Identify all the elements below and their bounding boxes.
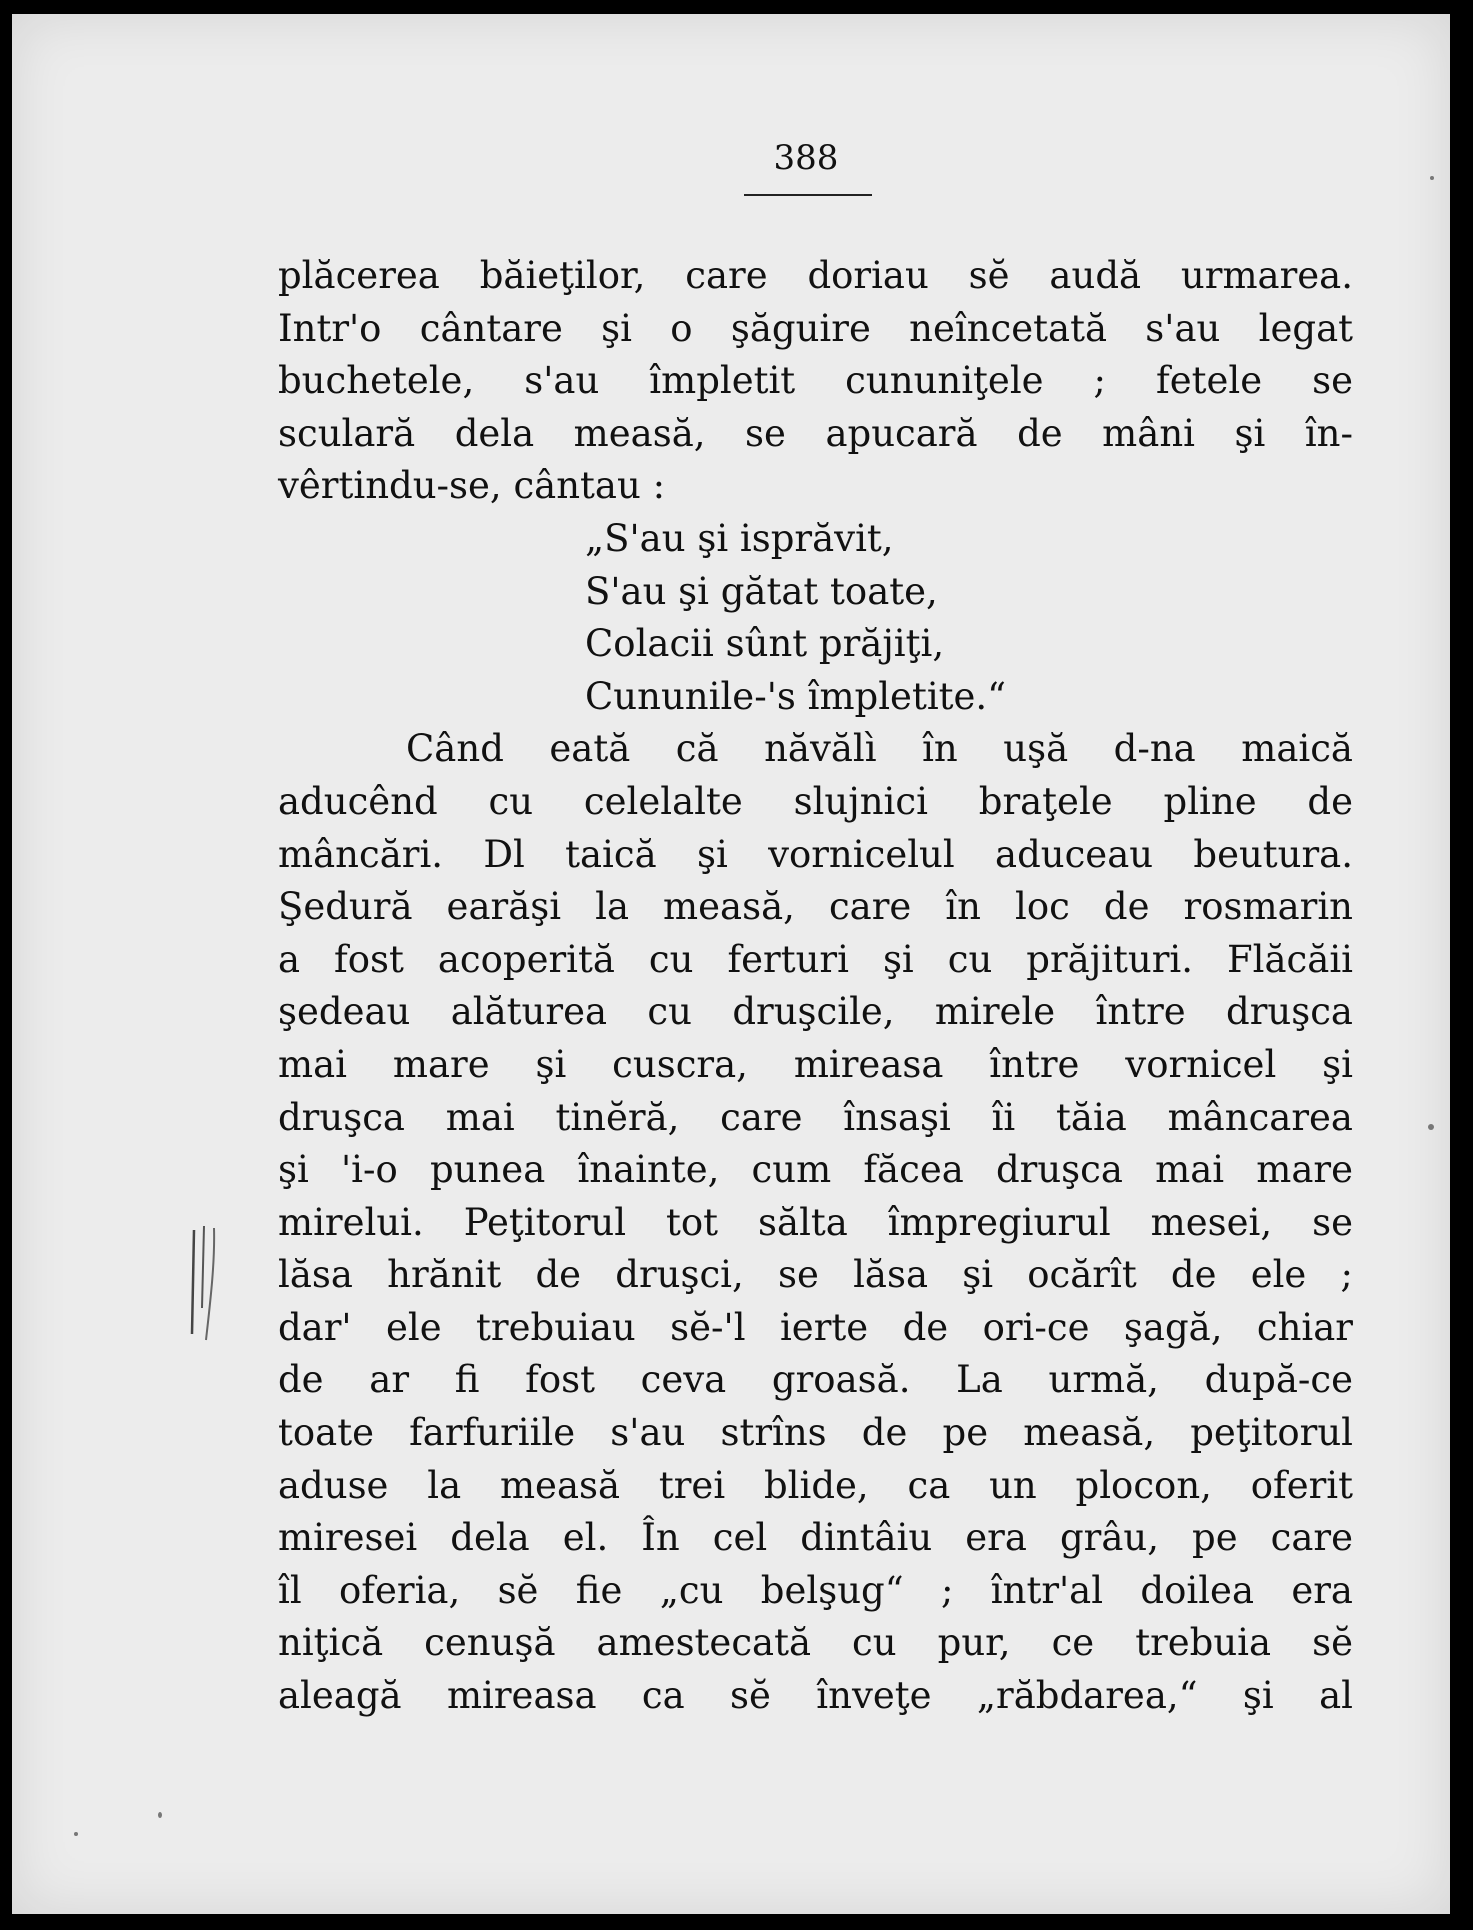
verse-line: „S'au şi isprăvit,: [585, 516, 894, 560]
verse-line: S'au şi gătat toate,: [585, 569, 938, 613]
paragraph-first-line: Când eată că năvălì în uşă d-na maică: [406, 727, 1353, 771]
verse-line: Colacii sûnt prăjiţi,: [585, 622, 945, 666]
text-line: druşca mai tinĕră, care însaşi îi tăia mâncarea: [278, 1095, 1353, 1139]
text-line: Şedură earăşi la measă, care în loc de rosmarin: [278, 885, 1353, 929]
text-line: sculară dela measă, se apucară de mâni şi în-: [278, 411, 1353, 455]
margin-pencil-mark: [188, 1224, 222, 1344]
text-line: îl oferia, sĕ fie „cu belşug“ ; într'al doilea era: [278, 1568, 1353, 1612]
text-line: de ar fi fost ceva groasă. La urmă, după-ce: [278, 1358, 1353, 1402]
text-line: mâncări. Dl taică şi vornicelul aduceau beutura.: [278, 832, 1353, 876]
text-line: buchetele, s'au împletit cununiţele ; fetele se: [278, 359, 1353, 403]
verse-line: Cununile-'s împletite.“: [585, 674, 1007, 718]
text-line: miresei dela el. În cel dintâiu era grâu, pe care: [278, 1516, 1353, 1560]
text-line: aduse la measă trei blide, ca un plocon, oferit: [278, 1463, 1353, 1507]
paper-speck: [158, 1812, 162, 1818]
paper-speck: [1430, 176, 1434, 180]
book-page: [12, 14, 1450, 1914]
text-line: aducênd cu celelalte slujnici braţele pline de: [278, 779, 1353, 823]
text-line: plăcerea băieţilor, care doriau sĕ audă urmarea.: [278, 254, 1353, 297]
text-line: toate farfuriile s'au strîns de pe measă, peţitorul: [278, 1411, 1353, 1455]
text-line: şi 'i-o punea înainte, cum făcea druşca mai mare: [278, 1148, 1353, 1192]
body-text: [278, 250, 1353, 1723]
text-line: mai mare şi cuscra, mireasa între vornicel şi: [278, 1042, 1353, 1086]
page-number-rule: [744, 194, 872, 196]
text-line: aleagă mireasa ca sĕ înveţe „răbdarea,“ şi al: [278, 1674, 1353, 1718]
paper-speck: [1428, 1124, 1434, 1130]
page-number: 388: [773, 138, 839, 178]
text-line: Intr'o cântare şi o şăguire neîncetată s'au legat: [278, 306, 1353, 350]
text-line: vêrtindu-se, cântau :: [278, 464, 666, 508]
text-line: dar' ele trebuiau sĕ-'l ierte de ori-ce şagă, chiar: [278, 1305, 1353, 1349]
text-line: a fost acoperită cu ferturi şi cu prăjituri. Flăcăii: [278, 937, 1353, 981]
text-line: lăsa hrănit de druşci, se lăsa şi ocărît de ele ;: [278, 1253, 1353, 1297]
paper-speck: [74, 1832, 78, 1836]
text-line: niţică cenuşă amestecată cu pur, ce trebuia sĕ: [278, 1621, 1353, 1665]
text-line: şedeau alăturea cu druşcile, mirele între druşca: [278, 990, 1353, 1034]
text-line: mirelui. Peţitorul tot sălta împregiurul mesei, se: [278, 1200, 1353, 1244]
